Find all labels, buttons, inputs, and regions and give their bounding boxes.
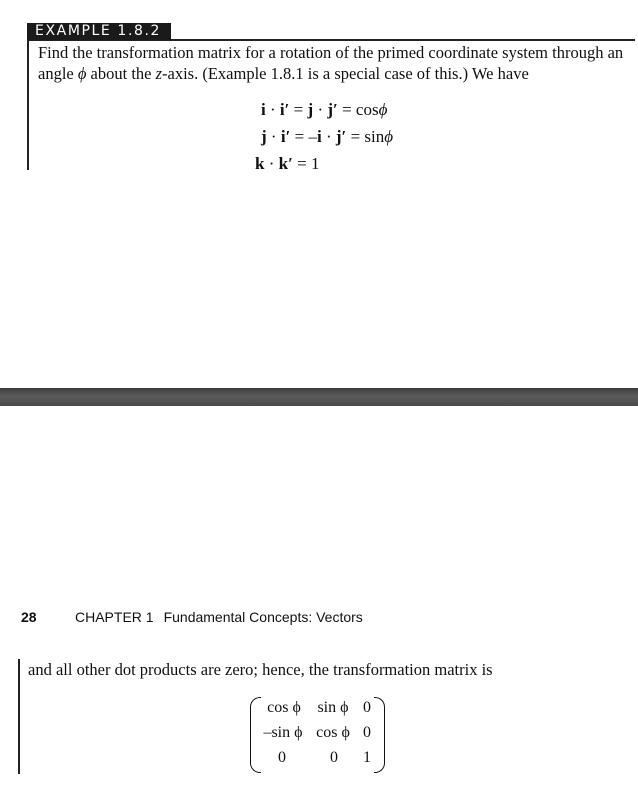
- page-number: 28: [21, 609, 37, 625]
- eq3-rhs: = 1: [292, 154, 320, 173]
- chapter-title: Fundamental Concepts: Vectors: [163, 609, 363, 625]
- running-header: [75, 609, 363, 625]
- eq1-rhs: = cos: [337, 100, 379, 119]
- axis-symbol: z: [155, 64, 163, 83]
- example-intro-paragraph: [38, 42, 636, 84]
- eq2-j: j: [261, 127, 267, 146]
- eq2-dot-2: ·: [325, 127, 332, 146]
- eq3-dot: ·: [268, 154, 275, 173]
- body-paragraph: and all other dot products are zero; hence, the transformation matrix is: [28, 660, 493, 679]
- eq1-equals: =: [289, 100, 308, 119]
- equation-1: [261, 100, 387, 120]
- example-continued-left-rule: [18, 659, 20, 774]
- eq2-rhs: = sin: [346, 127, 385, 146]
- matrix-cell: 0: [330, 749, 338, 766]
- matrix-cell: sin ϕ: [317, 699, 349, 716]
- matrix-cell: 1: [363, 749, 371, 766]
- matrix-cell: 0: [278, 749, 286, 766]
- page-separator: [0, 388, 638, 406]
- eq2-i-prime: i′: [280, 127, 291, 146]
- matrix-cell: 0: [363, 699, 371, 716]
- right-parenthesis: [374, 697, 385, 773]
- matrix-cell: cos ϕ: [316, 724, 350, 741]
- eq1-dot-1: ·: [269, 100, 276, 119]
- eq1-phi: ϕ: [378, 100, 388, 119]
- eq1-i-prime: i′: [279, 100, 290, 119]
- eq3-k-prime: k′: [278, 154, 293, 173]
- phi-symbol: ϕ: [77, 64, 87, 83]
- intro-text-2: about the: [90, 64, 152, 83]
- eq2-dot-1: ·: [270, 127, 277, 146]
- eq2-phi: ϕ: [384, 127, 394, 146]
- eq1-j-prime: j′: [327, 100, 338, 119]
- matrix-cell: 0: [363, 724, 371, 741]
- transformation-matrix: [250, 697, 385, 773]
- eq1-dot-2: ·: [317, 100, 324, 119]
- matrix-cell: –sin ϕ: [263, 724, 303, 741]
- example-left-rule: [27, 40, 29, 170]
- chapter-label: CHAPTER 1: [75, 609, 154, 625]
- eq2-equals-minus: = –: [290, 127, 317, 146]
- intro-text-1: Find the transformation matrix for a rotation of the primed coordinate system through an angle: [38, 43, 624, 83]
- equation-3: [255, 154, 319, 174]
- example-label: EXAMPLE 1.8.2: [27, 23, 171, 40]
- matrix-cell: cos ϕ: [267, 699, 301, 716]
- intro-text-3: -axis. (Example 1.8.1 is a special case of this.) We have: [162, 64, 529, 83]
- eq1-i: i: [261, 100, 266, 119]
- eq1-j: j: [307, 100, 314, 119]
- eq2-i: i: [316, 127, 322, 146]
- equation-2: [261, 127, 393, 147]
- eq2-j-prime: j′: [335, 127, 347, 146]
- eq3-k: k: [255, 154, 265, 173]
